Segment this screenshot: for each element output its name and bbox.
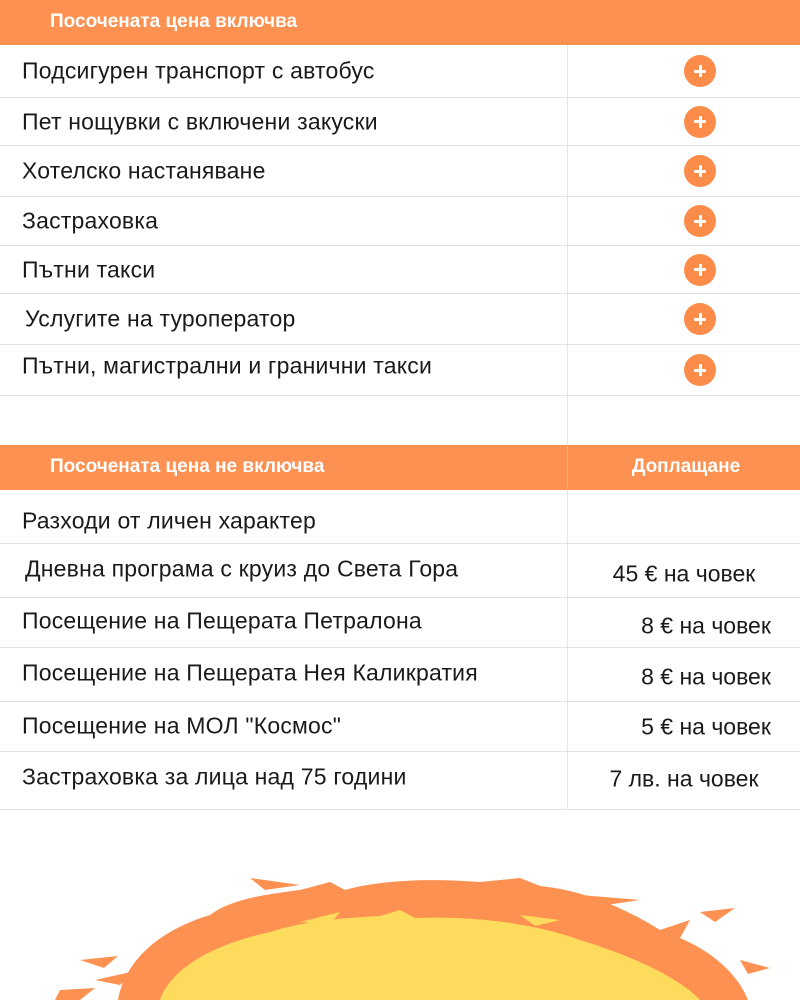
not-included-row	[0, 648, 800, 702]
included-item-label: Пет нощувки с включени закуски	[22, 108, 378, 134]
not-included-item-label: Разходи от личен характер	[22, 507, 316, 534]
not-included-header	[0, 445, 800, 490]
included-row	[0, 246, 800, 294]
included-item-label: Застраховка	[22, 207, 159, 234]
included-row	[0, 197, 800, 246]
price-value: 7 лв. на човек	[609, 765, 759, 792]
plus-circle-icon	[684, 155, 716, 187]
not-included-row	[0, 702, 800, 752]
included-row	[0, 345, 800, 396]
plus-circle-icon	[684, 354, 716, 386]
price-value: 8 € на човек	[641, 663, 771, 690]
included-item-label: Пътни такси	[22, 256, 156, 282]
not-included-row	[0, 752, 800, 810]
paint-splash-decoration	[0, 860, 800, 1000]
included-item-label: Подсигурен транспорт с автобус	[22, 57, 375, 84]
included-row	[0, 45, 800, 98]
price-value: 5 € на човек	[641, 713, 771, 740]
plus-circle-icon	[684, 106, 716, 138]
not-included-item-label: Застраховка за лица над 75 години	[22, 763, 407, 790]
included-row	[0, 98, 800, 146]
header-separator	[567, 445, 568, 490]
not-included-row	[0, 598, 800, 648]
not-included-item-label: Посещение на Пещерата Петралона	[22, 607, 422, 634]
not-included-header-title: Посочената цена не включва	[50, 456, 325, 477]
included-header-title: Посочената цена включва	[50, 11, 298, 32]
included-row	[0, 294, 800, 345]
not-included-item-label: Посещение на Пещерата Нея Каликратия	[22, 659, 478, 686]
included-row	[0, 146, 800, 197]
price-value: 8 € на човек	[641, 612, 771, 639]
plus-circle-icon	[684, 254, 716, 286]
not-included-row	[0, 490, 800, 544]
surcharge-header: Доплащане	[631, 456, 741, 477]
price-value: 45 € на човек	[612, 560, 756, 587]
included-item-label: Услугите на туроператор	[25, 305, 296, 332]
plus-circle-icon	[684, 55, 716, 87]
plus-circle-icon	[684, 205, 716, 237]
included-item-label: Хотелско настаняване	[22, 157, 266, 184]
included-header	[0, 0, 800, 45]
not-included-row	[0, 544, 800, 598]
plus-circle-icon	[684, 303, 716, 335]
not-included-item-label: Посещение на МОЛ "Космос"	[22, 712, 342, 739]
included-item-label: Пътни, магистрални и гранични такси	[22, 352, 433, 379]
not-included-item-label: Дневна програма с круиз до Света Гора	[25, 555, 459, 582]
